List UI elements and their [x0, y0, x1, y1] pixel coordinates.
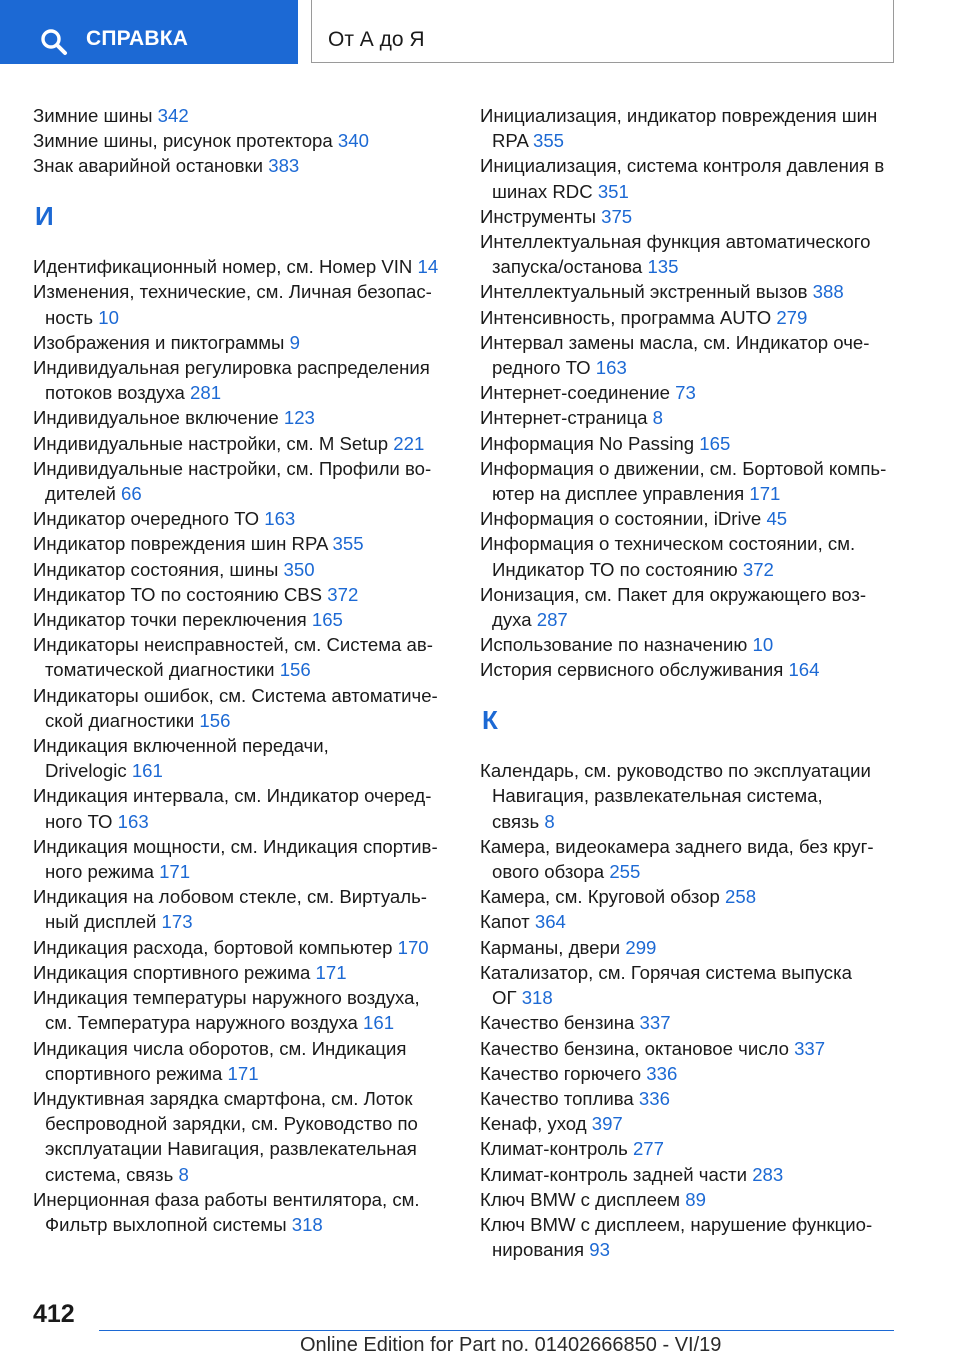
page-reference-link[interactable]: 164: [788, 659, 820, 681]
index-letter-heading: И: [35, 200, 54, 231]
index-entry-text: беспроводной зарядки, см. Руководство по: [45, 1113, 418, 1135]
index-entry-text: Индикатор состояния, шины: [33, 558, 279, 580]
index-entry: [33, 683, 453, 733]
index-entry-text: ность: [45, 306, 94, 328]
index-entry-text: Индивидуальные настройки, см. M Setup: [33, 432, 389, 454]
page-reference-link[interactable]: 283: [752, 1163, 784, 1185]
index-entry-text: Интернет-соединение: [480, 382, 670, 404]
index-entry-text: Идентификационный номер, см. Номер VIN: [33, 256, 413, 278]
page-reference-link[interactable]: 299: [625, 936, 657, 958]
index-entry: [480, 884, 910, 909]
index-entry-text: Знак аварийной остановки: [33, 155, 264, 177]
index-entry: [480, 834, 910, 884]
index-entry-text: Календарь, см. руководство по эксплуатации: [480, 760, 871, 782]
index-entry-text: Инерционная фаза работы вентилятора, см.: [33, 1188, 420, 1210]
index-entry-text: редного ТО: [492, 357, 591, 379]
index-entry-text: Интеллектуальный экстренный вызов: [480, 281, 808, 303]
page-reference-link[interactable]: 336: [638, 1087, 670, 1109]
index-entry-text: Зимние шины: [33, 105, 153, 126]
index-entry-text: Использование по назначению: [480, 634, 748, 656]
index-entry: [33, 1187, 453, 1237]
page-reference-link[interactable]: 163: [264, 508, 296, 530]
index-entry: [33, 582, 453, 607]
index-entry: [33, 632, 453, 682]
index-entry: [33, 531, 453, 556]
page-reference-link[interactable]: 161: [131, 760, 163, 782]
index-entry: [33, 330, 453, 355]
page-number: 412: [33, 1300, 75, 1328]
page-reference-link[interactable]: 372: [327, 583, 359, 605]
index-entry: [480, 531, 910, 581]
index-entry-text: Ионизация, см. Пакет для окружающего воз-: [480, 583, 867, 605]
page-reference-link[interactable]: 45: [766, 508, 788, 530]
index-entry-text: Качество бензина: [480, 1012, 635, 1034]
index-entry-text: Индикатор ТО по состоянию CBS: [33, 583, 323, 605]
index-entry-text: ового обзора: [492, 861, 605, 883]
index-entry-text: Индикация мощности, см. Индикация спортив-: [33, 835, 438, 857]
index-entry-text: Индикатор точки переключения: [33, 609, 307, 631]
page-reference-link[interactable]: 171: [159, 861, 191, 883]
index-entry-text: дителей: [45, 483, 116, 505]
page-reference-link[interactable]: 8: [652, 407, 663, 429]
index-entry: [33, 1036, 453, 1086]
index-entry: [480, 380, 910, 405]
page-reference-link[interactable]: 336: [646, 1062, 678, 1084]
index-entry: [480, 1212, 910, 1262]
index-entry-text: спортивного режима: [45, 1062, 223, 1084]
index-entry-text: Инициализация, индикатор повреждения шин: [480, 105, 878, 126]
index-entry-text: ный дисплей: [45, 911, 157, 933]
index-entry: [480, 506, 910, 531]
index-entry-text: Индуктивная зарядка смартфона, см. Лоток: [33, 1087, 413, 1109]
index-entry-text: Индикация включенной передачи,: [33, 735, 329, 757]
index-entry: [480, 1061, 910, 1086]
index-letter-heading: К: [482, 704, 498, 735]
index-entry: [480, 1136, 910, 1161]
index-entry-text: шинах RDC: [492, 180, 593, 202]
index-entry-text: потоков воздуха: [45, 382, 185, 404]
help-tab[interactable]: [0, 0, 298, 64]
page-reference-link[interactable]: 8: [544, 810, 555, 832]
index-entry-text: Информация о движении, см. Бортовой компь-: [480, 457, 887, 479]
index-entry-text: Индивидуальное включение: [33, 407, 279, 429]
index-entry: [33, 557, 453, 582]
index-entry-text: ской диагностики: [45, 709, 195, 731]
page-reference-link[interactable]: 372: [742, 558, 774, 580]
index-entry-text: Индикатор ТО по состоянию: [492, 558, 738, 580]
index-entry-text: Изменения, технические, см. Личная безопас-: [33, 281, 432, 303]
index-entry: [33, 506, 453, 531]
page-reference-link[interactable]: 350: [283, 558, 315, 580]
page-reference-link[interactable]: 156: [279, 659, 311, 681]
index-entry: [480, 103, 910, 153]
page-reference-link[interactable]: 221: [393, 432, 425, 454]
index-entry: [33, 431, 453, 456]
index-entry: [480, 1010, 910, 1035]
index-entry: [480, 758, 910, 834]
index-entry-text: Кенаф, уход: [480, 1113, 587, 1135]
index-entry: [480, 229, 910, 279]
page-reference-link[interactable]: 163: [595, 357, 627, 379]
index-entry-text: Интеллектуальная функция автоматического: [480, 231, 871, 253]
index-entry: [33, 733, 453, 783]
page-reference-link[interactable]: 10: [752, 634, 774, 656]
index-entry-text: Зимние шины, рисунок протектора: [33, 130, 333, 152]
index-entry: [480, 1036, 910, 1061]
index-entry: [480, 405, 910, 430]
index-entry: [480, 657, 910, 682]
index-entry-text: Инициализация, система контроля давления в: [480, 155, 885, 177]
index-entry-text: Камера, см. Круговой обзор: [480, 886, 720, 908]
page-reference-link[interactable]: 355: [332, 533, 364, 555]
page-reference-link[interactable]: 255: [609, 861, 641, 883]
page-reference-link[interactable]: 318: [521, 987, 553, 1009]
index-entry-text: Климат-контроль: [480, 1138, 628, 1160]
index-entry-text: Индикаторы ошибок, см. Система автоматиче-: [33, 684, 438, 706]
index-entry-text: ОГ: [492, 987, 517, 1009]
index-entry-text: ютер на дисплее управления: [492, 483, 745, 505]
index-entry-text: связь: [492, 810, 540, 832]
page-reference-link[interactable]: 170: [397, 936, 429, 958]
index-entry-text: ного режима: [45, 861, 154, 883]
section-tab[interactable]: [311, 0, 894, 63]
index-entry-text: Информация No Passing: [480, 432, 695, 454]
index-entry: [33, 607, 453, 632]
index-entry: [33, 834, 453, 884]
index-entry: [480, 935, 910, 960]
index-entry: [33, 935, 453, 960]
page-reference-link[interactable]: 375: [601, 205, 633, 227]
index-entry-text: Камера, видеокамера заднего вида, без круг-: [480, 835, 874, 857]
index-entry-text: Индикатор повреждения шин RPA: [33, 533, 328, 555]
page-reference-link[interactable]: 171: [227, 1062, 259, 1084]
index-entry-text: Инструменты: [480, 205, 596, 227]
index-entry: [33, 884, 453, 934]
page-reference-link[interactable]: 340: [337, 130, 369, 152]
page-reference-link[interactable]: 337: [794, 1037, 826, 1059]
header: [0, 0, 960, 66]
index-entry-text: Катализатор, см. Горячая система выпуска: [480, 961, 852, 983]
section-tab-label: От А до Я: [328, 28, 425, 51]
index-entry-text: ного ТО: [45, 810, 113, 832]
page-reference-link[interactable]: 89: [685, 1188, 706, 1210]
index-entry-text: Индикация спортивного режима: [33, 961, 311, 983]
index-entry: [480, 1086, 910, 1111]
index-entry: [33, 279, 453, 329]
page-reference-link[interactable]: 135: [647, 256, 679, 278]
index-entry-text: нирования: [492, 1239, 585, 1261]
index-entry: [480, 330, 910, 380]
index-entry-text: Индикаторы неисправностей, см. Система ав-: [33, 634, 433, 656]
index-entry-text: Навигация, развлекательная система,: [492, 785, 823, 807]
page-reference-link[interactable]: 163: [117, 810, 149, 832]
index-entry-text: Drivelogic: [45, 760, 127, 782]
index-entry-text: Индикация интервала, см. Индикатор очеред-: [33, 785, 432, 807]
index-entry-text: духа: [492, 609, 532, 631]
index-entry-text: запуска/останова: [492, 256, 643, 278]
index-entry-text: Индикация расхода, бортовой компьютер: [33, 936, 393, 958]
page-reference-link[interactable]: 258: [725, 886, 757, 908]
index-entry: [33, 153, 453, 178]
index-entry-text: Интервал замены масла, см. Индикатор оче-: [480, 331, 870, 353]
page-reference-link[interactable]: 173: [161, 911, 193, 933]
page-reference-link[interactable]: 161: [363, 1012, 395, 1034]
index-entry: [33, 985, 453, 1035]
page-reference-link[interactable]: 364: [534, 911, 566, 933]
footer-divider: [99, 1330, 894, 1331]
page-reference-link[interactable]: 281: [190, 382, 222, 404]
index-entry: [480, 305, 910, 330]
page-reference-link[interactable]: 165: [699, 432, 731, 454]
index-entry-text: Интернет-страница: [480, 407, 648, 429]
page-reference-link[interactable]: 8: [178, 1163, 189, 1185]
index-entry-text: RPA: [492, 130, 528, 152]
index-entry-text: томатической диагностики: [45, 659, 275, 681]
index-column-right: [480, 103, 910, 1262]
index-entry: [480, 456, 910, 506]
index-entry: [480, 1162, 910, 1187]
footer-edition-text: Online Edition for Part no. 01402666850 - VI/19: [300, 1334, 722, 1356]
index-entry: [33, 783, 453, 833]
index-entry-text: Изображения и пиктограммы: [33, 331, 285, 353]
index-entry: [33, 128, 453, 153]
index-entry-text: Индивидуальная регулировка распределения: [33, 357, 430, 379]
page-reference-link[interactable]: 342: [157, 105, 189, 126]
index-entry-text: Климат-контроль задней части: [480, 1163, 748, 1185]
index-entry-text: Индикация температуры наружного воздуха,: [33, 987, 420, 1009]
page-reference-link[interactable]: 156: [199, 709, 231, 731]
index-entry: [33, 103, 453, 128]
index-entry-text: Индикатор очередного ТО: [33, 508, 260, 530]
page-reference-link[interactable]: 287: [536, 609, 568, 631]
page-reference-link[interactable]: 383: [268, 155, 300, 177]
index-column-left: [33, 103, 453, 1237]
page-reference-link[interactable]: 123: [283, 407, 315, 429]
index-entry: [480, 204, 910, 229]
index-entry: [480, 431, 910, 456]
page-reference-link[interactable]: 318: [291, 1213, 323, 1235]
page-reference-link[interactable]: 10: [98, 306, 119, 328]
index-entry: [480, 153, 910, 203]
index-entry-text: Информация о техническом состоянии, см.: [480, 533, 856, 555]
page-reference-link[interactable]: 277: [632, 1138, 664, 1160]
index-entry-text: Ключ BMW с дисплеем, нарушение функцио-: [480, 1213, 873, 1235]
index-entry-text: Ключ BMW с дисплеем: [480, 1188, 681, 1210]
index-entry: [480, 960, 910, 1010]
page-reference-link[interactable]: 171: [749, 483, 781, 505]
index-entry: [480, 1187, 910, 1212]
page-reference-link[interactable]: 337: [639, 1012, 671, 1034]
index-entry-text: Индикация числа оборотов, см. Индикация: [33, 1037, 407, 1059]
page-reference-link[interactable]: 279: [776, 306, 808, 328]
index-entry: [33, 456, 453, 506]
index-entry: [33, 960, 453, 985]
index-entry-text: Интенсивность, программа AUTO: [480, 306, 772, 328]
index-entry: [33, 355, 453, 405]
index-entry: [33, 405, 453, 430]
page-reference-link[interactable]: 397: [591, 1113, 623, 1135]
help-tab-label: СПРАВКА: [86, 27, 189, 50]
index-entry-text: Индикация на лобовом стекле, см. Виртуаль-: [33, 886, 427, 908]
index-entry-text: Индивидуальные настройки, см. Профили во-: [33, 457, 432, 479]
index-entry-text: эксплуатации Навигация, развлекательная: [45, 1138, 417, 1160]
index-entry: [480, 582, 910, 632]
index-entry-text: Капот: [480, 911, 530, 933]
index-entry-text: см. Температура наружного воздуха: [45, 1012, 358, 1034]
page-reference-link[interactable]: 388: [812, 281, 844, 303]
page-reference-link[interactable]: 93: [589, 1239, 610, 1261]
index-entry-text: система, связь: [45, 1163, 174, 1185]
page-reference-link[interactable]: 165: [311, 609, 343, 631]
index-entry-text: Качество топлива: [480, 1087, 634, 1109]
index-entry: [33, 1086, 453, 1187]
index-entry: [33, 254, 453, 279]
page-reference-link[interactable]: 355: [533, 130, 565, 152]
page-reference-link[interactable]: 171: [315, 961, 347, 983]
index-entry: [480, 632, 910, 657]
search-icon: [40, 28, 70, 58]
index-entry-text: Карманы, двери: [480, 936, 621, 958]
page-reference-link[interactable]: 9: [289, 331, 300, 353]
page-reference-link[interactable]: 14: [417, 256, 439, 278]
index-entry-text: Фильтр выхлопной системы: [45, 1213, 287, 1235]
page-reference-link[interactable]: 351: [597, 180, 629, 202]
index-entry-text: Качество горючего: [480, 1062, 642, 1084]
index-entry-text: Качество бензина, октановое число: [480, 1037, 789, 1059]
index-entry-text: История сервисного обслуживания: [480, 659, 784, 681]
index-entry: [480, 1111, 910, 1136]
index-entry: [480, 279, 910, 304]
index-entry-text: Информация о состоянии, iDrive: [480, 508, 762, 530]
page-reference-link[interactable]: 66: [121, 483, 142, 505]
index-entry: [480, 909, 910, 934]
page-reference-link[interactable]: 73: [675, 382, 696, 404]
